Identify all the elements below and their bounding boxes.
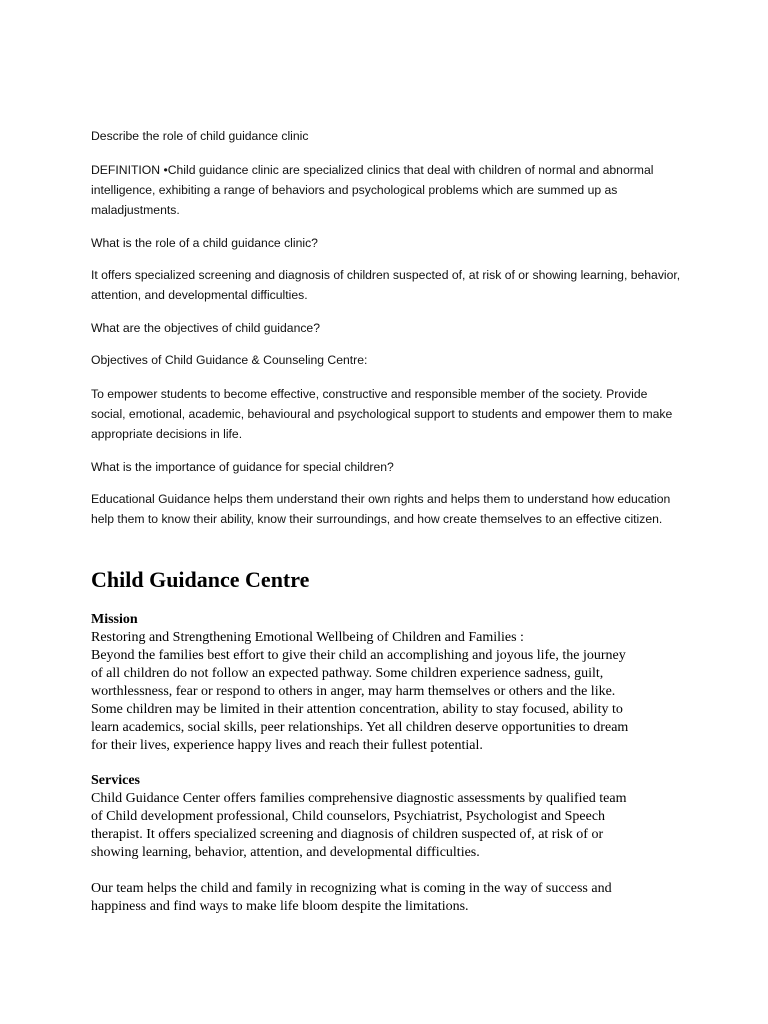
services-line: therapist. It offers specialized screening and diagnosis of children suspected of, at risk of or xyxy=(91,827,604,842)
question-title: Describe the role of child guidance clinic xyxy=(91,129,309,143)
definition-paragraph: DEFINITION •Child guidance clinic are specialized clinics that deal with children of normal and abnormal intelligence, exhibiting a range of behaviors and psychological problems which are summed up as maladjustments. xyxy=(91,163,654,217)
mission-line: learn academics, social skills, peer relationships. Yet all children deserve opportunities to dream xyxy=(91,720,629,735)
mission-line: Beyond the families best effort to give their child an accomplishing and joyous life, the journey xyxy=(91,648,626,663)
services-heading: Services xyxy=(91,773,140,788)
mission-section xyxy=(91,611,691,755)
mission-line: of all children do not follow an expected pathway. Some children experience sadness, guilt, xyxy=(91,666,604,681)
answer-role: It offers specialized screening and diagnosis of children suspected of, at risk of or showing learning, behavior, attention, and developmental difficulties. xyxy=(91,268,681,302)
objectives-heading: Objectives of Child Guidance & Counseling Centre: xyxy=(91,353,368,367)
importance-paragraph: Educational Guidance helps them understand their own rights and helps them to understand how education help them to know their ability, know their surroundings, and how create themselves to an effective citizen. xyxy=(91,492,671,526)
team-line: Our team helps the child and family in recognizing what is coming in the way of success and xyxy=(91,881,612,896)
mission-line: Some children may be limited in their attention concentration, ability to stay focused, ability to xyxy=(91,702,623,717)
team-line: happiness and find ways to make life bloom despite the limitations. xyxy=(91,899,469,914)
mission-heading: Mission xyxy=(91,612,138,627)
centre-title: Child Guidance Centre xyxy=(91,567,310,592)
services-line: Child Guidance Center offers families comprehensive diagnostic assessments by qualified team xyxy=(91,791,627,806)
question-importance: What is the importance of guidance for special children? xyxy=(91,460,394,474)
objectives-paragraph: To empower students to become effective, constructive and responsible member of the society. Provide social, emotional, academic, behavioural and psychological support to students and empower them to make appropriate decisions in life. xyxy=(91,387,673,441)
services-line: showing learning, behavior, attention, and developmental difficulties. xyxy=(91,845,480,860)
services-line: of Child development professional, Child counselors, Psychiatrist, Psychologist and Speech xyxy=(91,809,606,824)
question-role: What is the role of a child guidance clinic? xyxy=(91,236,318,250)
mission-subtitle: Restoring and Strengthening Emotional Wellbeing of Children and Families : xyxy=(91,630,524,645)
mission-line: for their lives, experience happy lives and reach their fullest potential. xyxy=(91,738,483,753)
team-section xyxy=(91,880,691,916)
mission-line: worthlessness, fear or respond to others in anger, may harm themselves or others and the like. xyxy=(91,684,616,699)
question-objectives: What are the objectives of child guidance? xyxy=(91,321,320,335)
services-section xyxy=(91,772,691,862)
